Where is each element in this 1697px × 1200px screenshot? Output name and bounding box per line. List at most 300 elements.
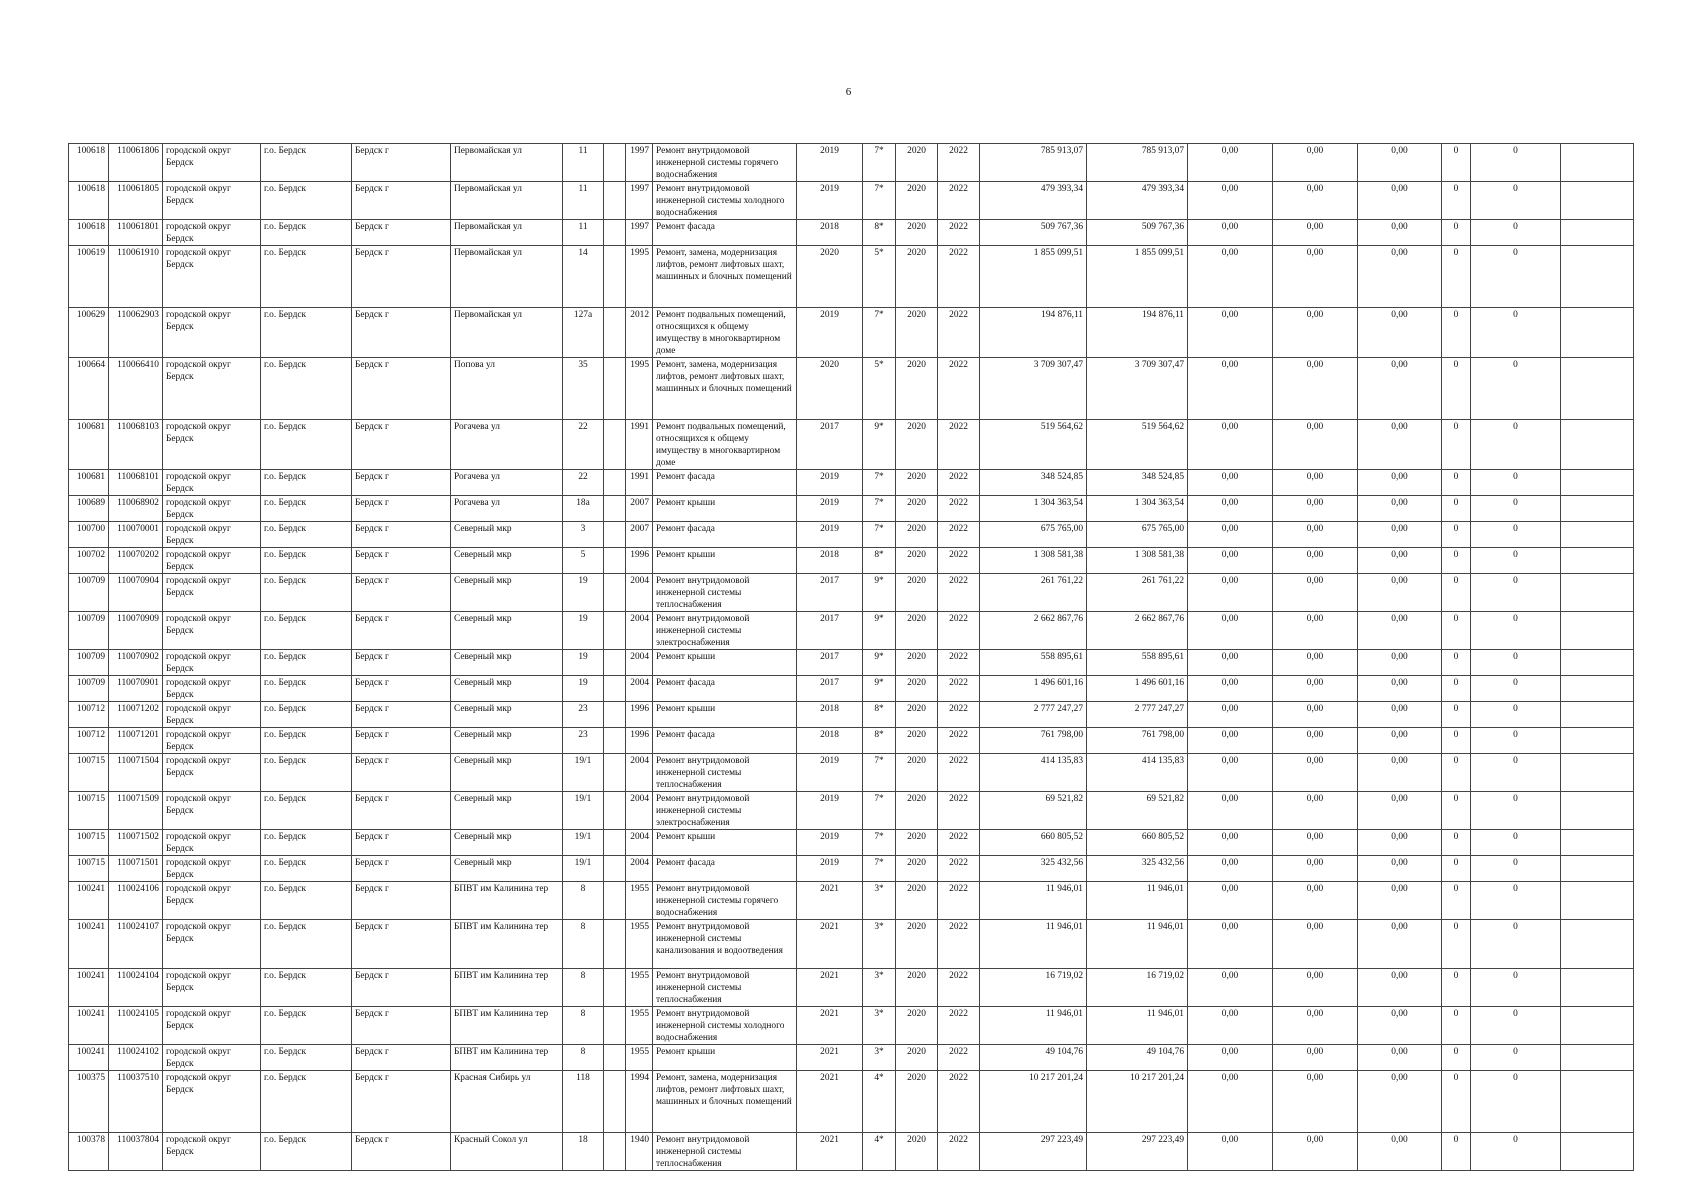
cell-amount-2: 0,00: [1273, 470, 1358, 496]
cell-note: [1561, 1007, 1634, 1045]
cell-count-2: 0: [1471, 856, 1561, 882]
cell-street: Рогачева ул: [451, 496, 563, 522]
cell-amount-3: 0,00: [1358, 308, 1442, 358]
cell-count-2: 0: [1471, 1045, 1561, 1071]
table-row: [69, 182, 1634, 220]
cell-district: городской округ Бердск: [163, 650, 261, 676]
cell-work-type: Ремонт внутридомовой инженерной системы теплоснабжения: [653, 1133, 797, 1171]
cell-work-type: Ремонт крыши: [653, 702, 797, 728]
cell-amount-2: 0,00: [1273, 920, 1358, 969]
cell-municipality: г.о. Бердск: [261, 612, 352, 650]
cell-municipality: г.о. Бердск: [261, 182, 352, 220]
cell-work-type: Ремонт внутридомовой инженерной системы электроснабжения: [653, 792, 797, 830]
cell-amount-3: 0,00: [1358, 496, 1442, 522]
cell-street: БПВТ им Калинина тер: [451, 882, 563, 920]
cell-note: [1561, 702, 1634, 728]
cell-district: городской округ Бердск: [163, 144, 261, 182]
table-row: [69, 702, 1634, 728]
table-row: [69, 1045, 1634, 1071]
cell-amount-3: 0,00: [1358, 969, 1442, 1007]
cell-count-1: 0: [1442, 420, 1471, 470]
cell-work-type: Ремонт фасада: [653, 470, 797, 496]
cell-count-2: 0: [1471, 1133, 1561, 1171]
table-row: [69, 574, 1634, 612]
cell-settlement: Бердск г: [352, 574, 451, 612]
cell-planned-year: 2021: [797, 1007, 863, 1045]
cell-work-code: 110070909: [109, 612, 163, 650]
cell-cost-total: 69 521,82: [980, 792, 1087, 830]
cell-work-code: 110066410: [109, 358, 163, 420]
cell-street: БПВТ им Калинина тер: [451, 969, 563, 1007]
cell-count-2: 0: [1471, 522, 1561, 548]
cell-empty: [604, 856, 626, 882]
cell-note: [1561, 1045, 1634, 1071]
cell-municipality: г.о. Бердск: [261, 920, 352, 969]
cell-settlement: Бердск г: [352, 728, 451, 754]
cell-settlement: Бердск г: [352, 920, 451, 969]
cell-cost-fund: 660 805,52: [1087, 830, 1188, 856]
cell-note: [1561, 522, 1634, 548]
cell-count-2: 0: [1471, 1071, 1561, 1133]
cell-street: Северный мкр: [451, 612, 563, 650]
cell-cost-fund: 11 946,01: [1087, 1007, 1188, 1045]
cell-year-end: 2022: [938, 144, 980, 182]
cell-priority: 5*: [863, 358, 896, 420]
cell-amount-1: 0,00: [1188, 969, 1273, 1007]
cell-work-type: Ремонт, замена, модернизация лифтов, ремонт лифтовых шахт, машинных и блочных помещений: [653, 1071, 797, 1133]
cell-settlement: Бердск г: [352, 548, 451, 574]
cell-count-1: 0: [1442, 182, 1471, 220]
cell-municipality: г.о. Бердск: [261, 470, 352, 496]
cell-count-2: 0: [1471, 1007, 1561, 1045]
cell-count-2: 0: [1471, 548, 1561, 574]
cell-year-end: 2022: [938, 676, 980, 702]
cell-empty: [604, 420, 626, 470]
cell-year-built: 1955: [626, 882, 653, 920]
cell-note: [1561, 358, 1634, 420]
cell-year-end: 2022: [938, 1007, 980, 1045]
cell-priority: 3*: [863, 1045, 896, 1071]
cell-work-code: 110062903: [109, 308, 163, 358]
cell-street: Попова ул: [451, 358, 563, 420]
cell-amount-3: 0,00: [1358, 358, 1442, 420]
cell-house-number: 8: [563, 882, 604, 920]
cell-cost-total: 509 767,36: [980, 220, 1087, 246]
cell-count-2: 0: [1471, 612, 1561, 650]
cell-district: городской округ Бердск: [163, 1045, 261, 1071]
cell-municipality: г.о. Бердск: [261, 220, 352, 246]
cell-year-start: 2020: [896, 182, 938, 220]
table-row: [69, 792, 1634, 830]
cell-priority: 7*: [863, 144, 896, 182]
cell-priority: 7*: [863, 522, 896, 548]
cell-cost-fund: 2 777 247,27: [1087, 702, 1188, 728]
cell-priority: 7*: [863, 754, 896, 792]
cell-house-number: 19/1: [563, 830, 604, 856]
cell-year-end: 2022: [938, 246, 980, 308]
cell-empty: [604, 728, 626, 754]
cell-count-2: 0: [1471, 728, 1561, 754]
cell-priority: 4*: [863, 1071, 896, 1133]
cell-street: Северный мкр: [451, 702, 563, 728]
cell-cost-total: 660 805,52: [980, 830, 1087, 856]
cell-settlement: Бердск г: [352, 702, 451, 728]
cell-amount-2: 0,00: [1273, 1071, 1358, 1133]
cell-settlement: Бердск г: [352, 308, 451, 358]
cell-amount-2: 0,00: [1273, 246, 1358, 308]
cell-cost-total: 11 946,01: [980, 920, 1087, 969]
cell-work-type: Ремонт, замена, модернизация лифтов, ремонт лифтовых шахт, машинных и блочных помещений: [653, 358, 797, 420]
cell-work-type: Ремонт внутридомовой инженерной системы канализования и водоотведения: [653, 920, 797, 969]
cell-municipality: г.о. Бердск: [261, 548, 352, 574]
cell-work-code: 110070901: [109, 676, 163, 702]
cell-note: [1561, 754, 1634, 792]
cell-year-start: 2020: [896, 144, 938, 182]
cell-cost-fund: 261 761,22: [1087, 574, 1188, 612]
cell-note: [1561, 420, 1634, 470]
cell-count-1: 0: [1442, 548, 1471, 574]
cell-settlement: Бердск г: [352, 1007, 451, 1045]
cell-year-start: 2020: [896, 856, 938, 882]
cell-year-built: 2004: [626, 792, 653, 830]
cell-amount-3: 0,00: [1358, 1071, 1442, 1133]
cell-count-1: 0: [1442, 1133, 1471, 1171]
cell-work-type: Ремонт внутридомовой инженерной системы холодного водоснабжения: [653, 1007, 797, 1045]
cell-year-end: 2022: [938, 1045, 980, 1071]
cell-street: Северный мкр: [451, 676, 563, 702]
cell-year-end: 2022: [938, 856, 980, 882]
cell-house-id: 100712: [69, 728, 109, 754]
cell-note: [1561, 144, 1634, 182]
cell-work-type: Ремонт фасада: [653, 856, 797, 882]
cell-year-start: 2020: [896, 792, 938, 830]
cell-empty: [604, 308, 626, 358]
cell-amount-3: 0,00: [1358, 754, 1442, 792]
table-row: [69, 1007, 1634, 1045]
cell-planned-year: 2019: [797, 496, 863, 522]
cell-amount-1: 0,00: [1188, 246, 1273, 308]
cell-planned-year: 2020: [797, 246, 863, 308]
cell-count-1: 0: [1442, 574, 1471, 612]
cell-cost-fund: 49 104,76: [1087, 1045, 1188, 1071]
cell-year-start: 2020: [896, 246, 938, 308]
cell-house-number: 35: [563, 358, 604, 420]
cell-cost-fund: 194 876,11: [1087, 308, 1188, 358]
cell-house-id: 100618: [69, 144, 109, 182]
cell-district: городской округ Бердск: [163, 969, 261, 1007]
cell-planned-year: 2019: [797, 470, 863, 496]
cell-empty: [604, 1071, 626, 1133]
cell-street: Первомайская ул: [451, 144, 563, 182]
cell-empty: [604, 574, 626, 612]
cell-settlement: Бердск г: [352, 182, 451, 220]
cell-empty: [604, 676, 626, 702]
cell-amount-2: 0,00: [1273, 882, 1358, 920]
cell-amount-3: 0,00: [1358, 676, 1442, 702]
cell-house-id: 100241: [69, 920, 109, 969]
cell-priority: 8*: [863, 548, 896, 574]
cell-amount-2: 0,00: [1273, 856, 1358, 882]
cell-municipality: г.о. Бердск: [261, 1071, 352, 1133]
cell-cost-total: 558 895,61: [980, 650, 1087, 676]
cell-cost-total: 49 104,76: [980, 1045, 1087, 1071]
cell-year-built: 2004: [626, 574, 653, 612]
cell-house-number: 8: [563, 1007, 604, 1045]
cell-amount-1: 0,00: [1188, 882, 1273, 920]
cell-work-code: 110024102: [109, 1045, 163, 1071]
cell-planned-year: 2021: [797, 1045, 863, 1071]
cell-priority: 9*: [863, 650, 896, 676]
cell-municipality: г.о. Бердск: [261, 830, 352, 856]
cell-settlement: Бердск г: [352, 882, 451, 920]
cell-settlement: Бердск г: [352, 969, 451, 1007]
cell-empty: [604, 522, 626, 548]
cell-amount-2: 0,00: [1273, 220, 1358, 246]
cell-district: городской округ Бердск: [163, 1133, 261, 1171]
cell-amount-2: 0,00: [1273, 702, 1358, 728]
cell-work-type: Ремонт внутридомовой инженерной системы горячего водоснабжения: [653, 882, 797, 920]
cell-municipality: г.о. Бердск: [261, 420, 352, 470]
table-row: [69, 308, 1634, 358]
cell-amount-1: 0,00: [1188, 220, 1273, 246]
cell-count-1: 0: [1442, 1007, 1471, 1045]
cell-year-built: 1996: [626, 702, 653, 728]
cell-year-built: 1997: [626, 220, 653, 246]
cell-work-code: 110068103: [109, 420, 163, 470]
cell-work-type: Ремонт крыши: [653, 830, 797, 856]
cell-planned-year: 2018: [797, 702, 863, 728]
cell-count-1: 0: [1442, 1071, 1471, 1133]
cell-work-type: Ремонт крыши: [653, 496, 797, 522]
cell-year-start: 2020: [896, 574, 938, 612]
cell-priority: 7*: [863, 182, 896, 220]
cell-district: городской округ Бердск: [163, 1071, 261, 1133]
cell-amount-3: 0,00: [1358, 522, 1442, 548]
cell-settlement: Бердск г: [352, 830, 451, 856]
cell-year-built: 1991: [626, 470, 653, 496]
cell-district: городской округ Бердск: [163, 882, 261, 920]
cell-house-id: 100375: [69, 1071, 109, 1133]
cell-house-id: 100664: [69, 358, 109, 420]
table-row: [69, 1071, 1634, 1133]
cell-year-built: 2004: [626, 754, 653, 792]
cell-cost-total: 11 946,01: [980, 1007, 1087, 1045]
cell-work-code: 110070001: [109, 522, 163, 548]
cell-year-built: 2004: [626, 676, 653, 702]
cell-year-built: 1994: [626, 1071, 653, 1133]
cell-work-code: 110071202: [109, 702, 163, 728]
cell-count-1: 0: [1442, 728, 1471, 754]
cell-year-end: 2022: [938, 420, 980, 470]
cell-year-end: 2022: [938, 792, 980, 830]
cell-note: [1561, 182, 1634, 220]
cell-year-end: 2022: [938, 728, 980, 754]
cell-cost-fund: 1 496 601,16: [1087, 676, 1188, 702]
cell-amount-3: 0,00: [1358, 470, 1442, 496]
cell-count-1: 0: [1442, 308, 1471, 358]
cell-cost-total: 414 135,83: [980, 754, 1087, 792]
cell-amount-2: 0,00: [1273, 612, 1358, 650]
cell-work-code: 110061806: [109, 144, 163, 182]
cell-amount-3: 0,00: [1358, 182, 1442, 220]
cell-amount-2: 0,00: [1273, 358, 1358, 420]
cell-priority: 5*: [863, 246, 896, 308]
cell-house-id: 100715: [69, 856, 109, 882]
cell-street: Рогачева ул: [451, 420, 563, 470]
cell-amount-3: 0,00: [1358, 1045, 1442, 1071]
cell-year-end: 2022: [938, 358, 980, 420]
cell-priority: 9*: [863, 676, 896, 702]
cell-municipality: г.о. Бердск: [261, 1133, 352, 1171]
cell-planned-year: 2019: [797, 856, 863, 882]
cell-empty: [604, 702, 626, 728]
cell-house-number: 19: [563, 650, 604, 676]
cell-amount-2: 0,00: [1273, 548, 1358, 574]
cell-municipality: г.о. Бердск: [261, 650, 352, 676]
cell-year-built: 2004: [626, 830, 653, 856]
table-row: [69, 754, 1634, 792]
cell-year-start: 2020: [896, 728, 938, 754]
cell-work-code: 110068101: [109, 470, 163, 496]
cell-house-id: 100681: [69, 470, 109, 496]
cell-district: городской округ Бердск: [163, 308, 261, 358]
cell-cost-fund: 10 217 201,24: [1087, 1071, 1188, 1133]
cell-cost-fund: 2 662 867,76: [1087, 612, 1188, 650]
cell-amount-2: 0,00: [1273, 522, 1358, 548]
cell-work-code: 110024107: [109, 920, 163, 969]
cell-amount-1: 0,00: [1188, 676, 1273, 702]
cell-cost-total: 1 308 581,38: [980, 548, 1087, 574]
cell-priority: 7*: [863, 496, 896, 522]
cell-house-number: 23: [563, 728, 604, 754]
cell-note: [1561, 882, 1634, 920]
cell-year-end: 2022: [938, 1071, 980, 1133]
cell-house-id: 100712: [69, 702, 109, 728]
cell-house-id: 100378: [69, 1133, 109, 1171]
cell-work-code: 110061805: [109, 182, 163, 220]
cell-empty: [604, 920, 626, 969]
cell-district: городской округ Бердск: [163, 830, 261, 856]
cell-house-number: 8: [563, 1045, 604, 1071]
cell-street: Красная Сибирь ул: [451, 1071, 563, 1133]
cell-year-end: 2022: [938, 522, 980, 548]
cell-street: БПВТ им Калинина тер: [451, 1045, 563, 1071]
cell-work-type: Ремонт подвальных помещений, относящихся к общему имуществу в многоквартирном доме: [653, 308, 797, 358]
cell-amount-2: 0,00: [1273, 1133, 1358, 1171]
cell-house-number: 5: [563, 548, 604, 574]
cell-district: городской округ Бердск: [163, 574, 261, 612]
cell-cost-total: 348 524,85: [980, 470, 1087, 496]
cell-year-built: 2004: [626, 650, 653, 676]
cell-street: Северный мкр: [451, 792, 563, 830]
cell-work-type: Ремонт фасада: [653, 522, 797, 548]
cell-settlement: Бердск г: [352, 470, 451, 496]
cell-street: Первомайская ул: [451, 308, 563, 358]
cell-count-1: 0: [1442, 856, 1471, 882]
page-number: 6: [845, 86, 852, 98]
cell-planned-year: 2019: [797, 522, 863, 548]
cell-note: [1561, 650, 1634, 676]
cell-amount-2: 0,00: [1273, 420, 1358, 470]
cell-priority: 7*: [863, 830, 896, 856]
cell-district: городской округ Бердск: [163, 358, 261, 420]
table-row: [69, 246, 1634, 308]
cell-count-1: 0: [1442, 676, 1471, 702]
cell-priority: 9*: [863, 612, 896, 650]
cell-amount-1: 0,00: [1188, 308, 1273, 358]
cell-priority: 7*: [863, 792, 896, 830]
cell-cost-total: 194 876,11: [980, 308, 1087, 358]
cell-settlement: Бердск г: [352, 1045, 451, 1071]
cell-house-number: 19: [563, 676, 604, 702]
cell-empty: [604, 882, 626, 920]
cell-count-1: 0: [1442, 754, 1471, 792]
cell-amount-1: 0,00: [1188, 1045, 1273, 1071]
cell-count-2: 0: [1471, 676, 1561, 702]
cell-work-code: 110024105: [109, 1007, 163, 1045]
cell-note: [1561, 830, 1634, 856]
cell-priority: 3*: [863, 882, 896, 920]
cell-municipality: г.о. Бердск: [261, 496, 352, 522]
cell-amount-1: 0,00: [1188, 754, 1273, 792]
cell-district: городской округ Бердск: [163, 856, 261, 882]
cell-year-start: 2020: [896, 308, 938, 358]
cell-amount-2: 0,00: [1273, 1045, 1358, 1071]
cell-count-2: 0: [1471, 574, 1561, 612]
cell-cost-total: 1 855 099,51: [980, 246, 1087, 308]
cell-year-start: 2020: [896, 920, 938, 969]
cell-year-end: 2022: [938, 182, 980, 220]
cell-amount-2: 0,00: [1273, 830, 1358, 856]
cell-year-start: 2020: [896, 830, 938, 856]
cell-empty: [604, 470, 626, 496]
cell-house-id: 100618: [69, 220, 109, 246]
cell-amount-1: 0,00: [1188, 496, 1273, 522]
cell-street: Северный мкр: [451, 574, 563, 612]
cell-municipality: г.о. Бердск: [261, 882, 352, 920]
cell-amount-1: 0,00: [1188, 420, 1273, 470]
cell-empty: [604, 612, 626, 650]
cell-municipality: г.о. Бердск: [261, 754, 352, 792]
cell-empty: [604, 830, 626, 856]
cell-work-type: Ремонт внутридомовой инженерной системы электроснабжения: [653, 612, 797, 650]
cell-year-built: 1955: [626, 969, 653, 1007]
cell-count-1: 0: [1442, 702, 1471, 728]
cell-district: городской округ Бердск: [163, 182, 261, 220]
cell-work-type: Ремонт внутридомовой инженерной системы холодного водоснабжения: [653, 182, 797, 220]
cell-count-1: 0: [1442, 830, 1471, 856]
table-row: [69, 420, 1634, 470]
cell-planned-year: 2017: [797, 650, 863, 676]
cell-street: Северный мкр: [451, 754, 563, 792]
cell-district: городской округ Бердск: [163, 522, 261, 548]
cell-work-type: Ремонт, замена, модернизация лифтов, ремонт лифтовых шахт, машинных и блочных помещений: [653, 246, 797, 308]
cell-amount-1: 0,00: [1188, 830, 1273, 856]
cell-amount-2: 0,00: [1273, 650, 1358, 676]
cell-cost-total: 1 496 601,16: [980, 676, 1087, 702]
table-row: [69, 470, 1634, 496]
cell-empty: [604, 754, 626, 792]
table-row: [69, 496, 1634, 522]
table-row: [69, 856, 1634, 882]
cell-cost-fund: 348 524,85: [1087, 470, 1188, 496]
cell-note: [1561, 308, 1634, 358]
cell-year-end: 2022: [938, 548, 980, 574]
cell-amount-1: 0,00: [1188, 650, 1273, 676]
cell-empty: [604, 182, 626, 220]
cell-amount-3: 0,00: [1358, 612, 1442, 650]
cell-year-built: 2007: [626, 522, 653, 548]
